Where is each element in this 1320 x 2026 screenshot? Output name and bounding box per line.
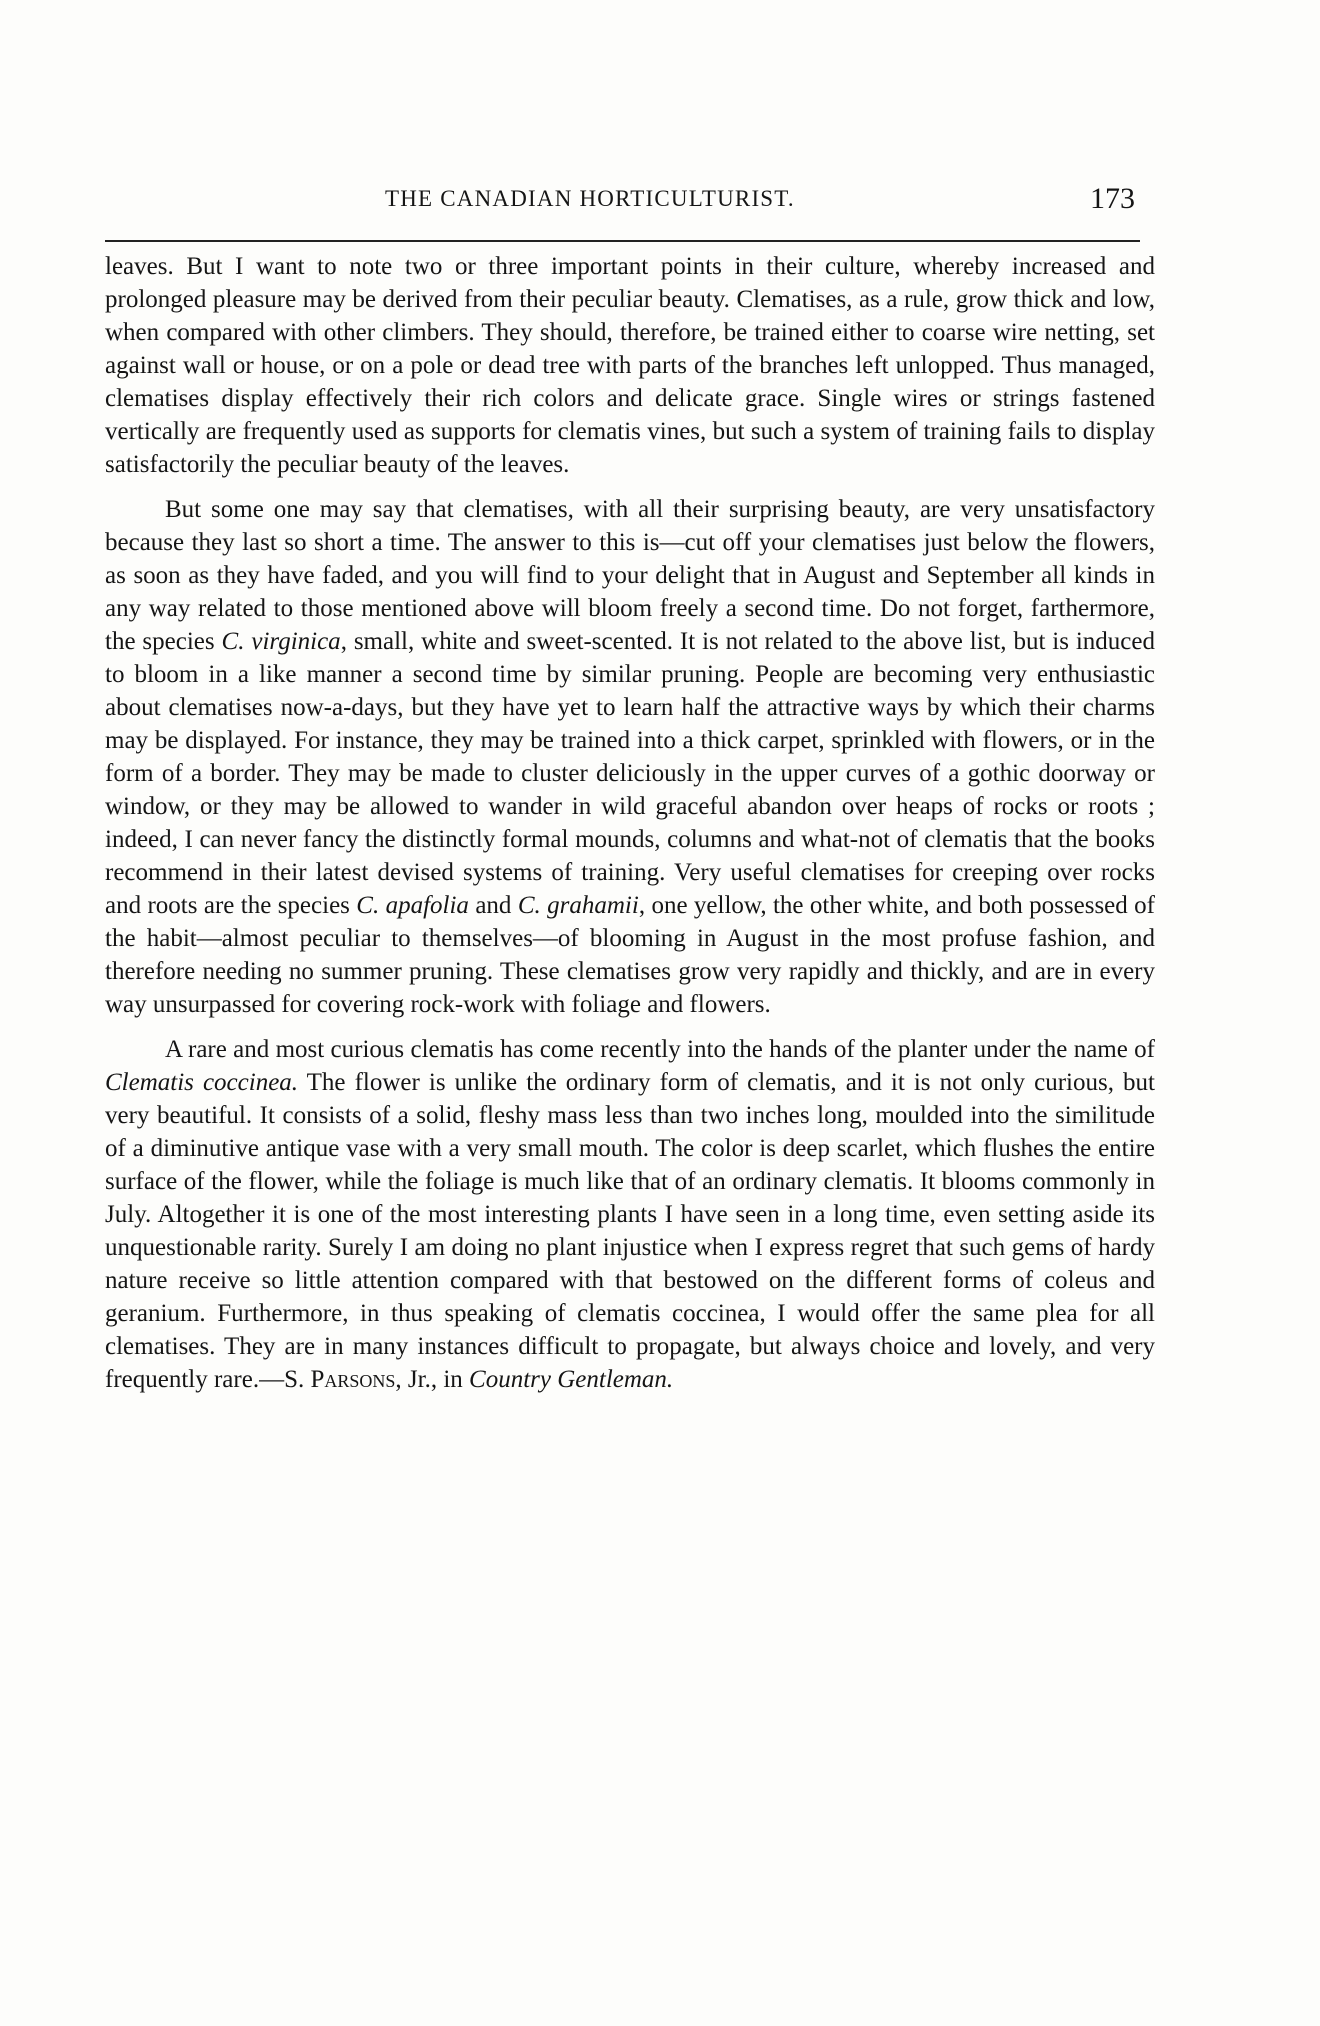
species-name: C. apafolia	[356, 892, 469, 919]
species-name: C. virginica	[221, 628, 341, 655]
paragraph-2	[105, 493, 1155, 1021]
text-run: The flower is unlike the ordinary form of clematis, and it is not only curious, but very beautiful. It consists of a solid, fleshy mass less than two inches long, moulded into the similitude of a diminutive antique vase with a very small mouth. The color is deep scarlet, which flushes the entire surface of the flower, while the foliage is much like that of an ordinary clematis. It blooms commonly in July. Altogether it is one of the most interesting plants I have seen in a long time, even setting aside its unquestionable rarity. Surely I am doing no plant injustice when I express regret that such gems of hardy nature receive so little attention compared with that bestowed on the different forms of coleus and geranium. Furthermore, in thus speaking of clematis coccinea, I would offer the same plea for all clematises. They are in many instances difficult to propagate, but always choice and lovely, and very frequently rare.—S.	[105, 1069, 1155, 1393]
text-run: leaves. But I want to note two or three important points in their culture, whereby increased and prolonged pleasure may be derived from their peculiar beauty. Clematises, as a rule, grow thick and low, when compared with other climbers. They should, therefore, be trained either to coarse wire netting, set against wall or house, or on a pole or dead tree with parts of the branches left unlopped. Thus managed, clematises display effectively their rich colors and delicate grace. Single wires or strings fastened vertically are frequently used as supports for clematis vines, but such a system of training fails to display satisfactorily the peculiar beauty of the leaves.	[105, 253, 1155, 478]
text-run: But some one may say that clematises, with all their surprising beauty, are very unsatisfactory because they last so short a time. The answer to this is—cut off your clematises just below the flowers, as soon as they have faded, and you will find to your delight that in August and September all kinds in any way related to those mentioned above will bloom freely a second time. Do not forget, farthermore, the species	[105, 496, 1155, 655]
text-run: A rare and most curious clematis has come recently into the hands of the planter under the name of	[165, 1036, 1155, 1063]
text-run: , one yellow, the other white, and both possessed of the habit—almost peculiar to themselves—of blooming in August in the most profuse fashion, and therefore needing no summer pruning. These clematises grow very rapidly and thickly, and are in every way unsurpassed for covering rock-work with foliage and flowers.	[105, 892, 1155, 1018]
text-run: , Jr., in	[395, 1366, 470, 1393]
source-publication: Country Gentleman.	[469, 1366, 674, 1393]
page-number: 173	[1090, 182, 1135, 215]
author-name: Parsons	[310, 1366, 396, 1393]
species-name: C. grahamii	[517, 892, 639, 919]
header-rule	[105, 240, 1140, 242]
running-title: THE CANADIAN HORTICULTURIST.	[385, 186, 795, 211]
paragraph-3	[105, 1033, 1155, 1396]
species-name: Clematis coccinea.	[105, 1069, 299, 1096]
text-run: , small, white and sweet-scented. It is not related to the above list, but is induced to bloom in a like manner a second time by similar pruning. People are becoming very enthusiastic about clematises now-a-days, but they have yet to learn half the attractive ways by which their charms may be displayed. For instance, they may be trained into a thick carpet, sprinkled with flowers, or in the form of a border. They may be made to cluster deliciously in the upper curves of a gothic doorway or window, or they may be allowed to wander in wild graceful abandon over heaps of rocks or roots ; indeed, I can never fancy the distinctly formal mounds, columns and what-not of clematis that the books recommend in their latest devised systems of training. Very useful clematises for creeping over rocks and roots are the species	[105, 628, 1155, 919]
page-header	[105, 182, 1145, 218]
text-run: and	[468, 892, 518, 919]
paragraph-1	[105, 250, 1155, 481]
article-body	[105, 250, 1155, 1396]
